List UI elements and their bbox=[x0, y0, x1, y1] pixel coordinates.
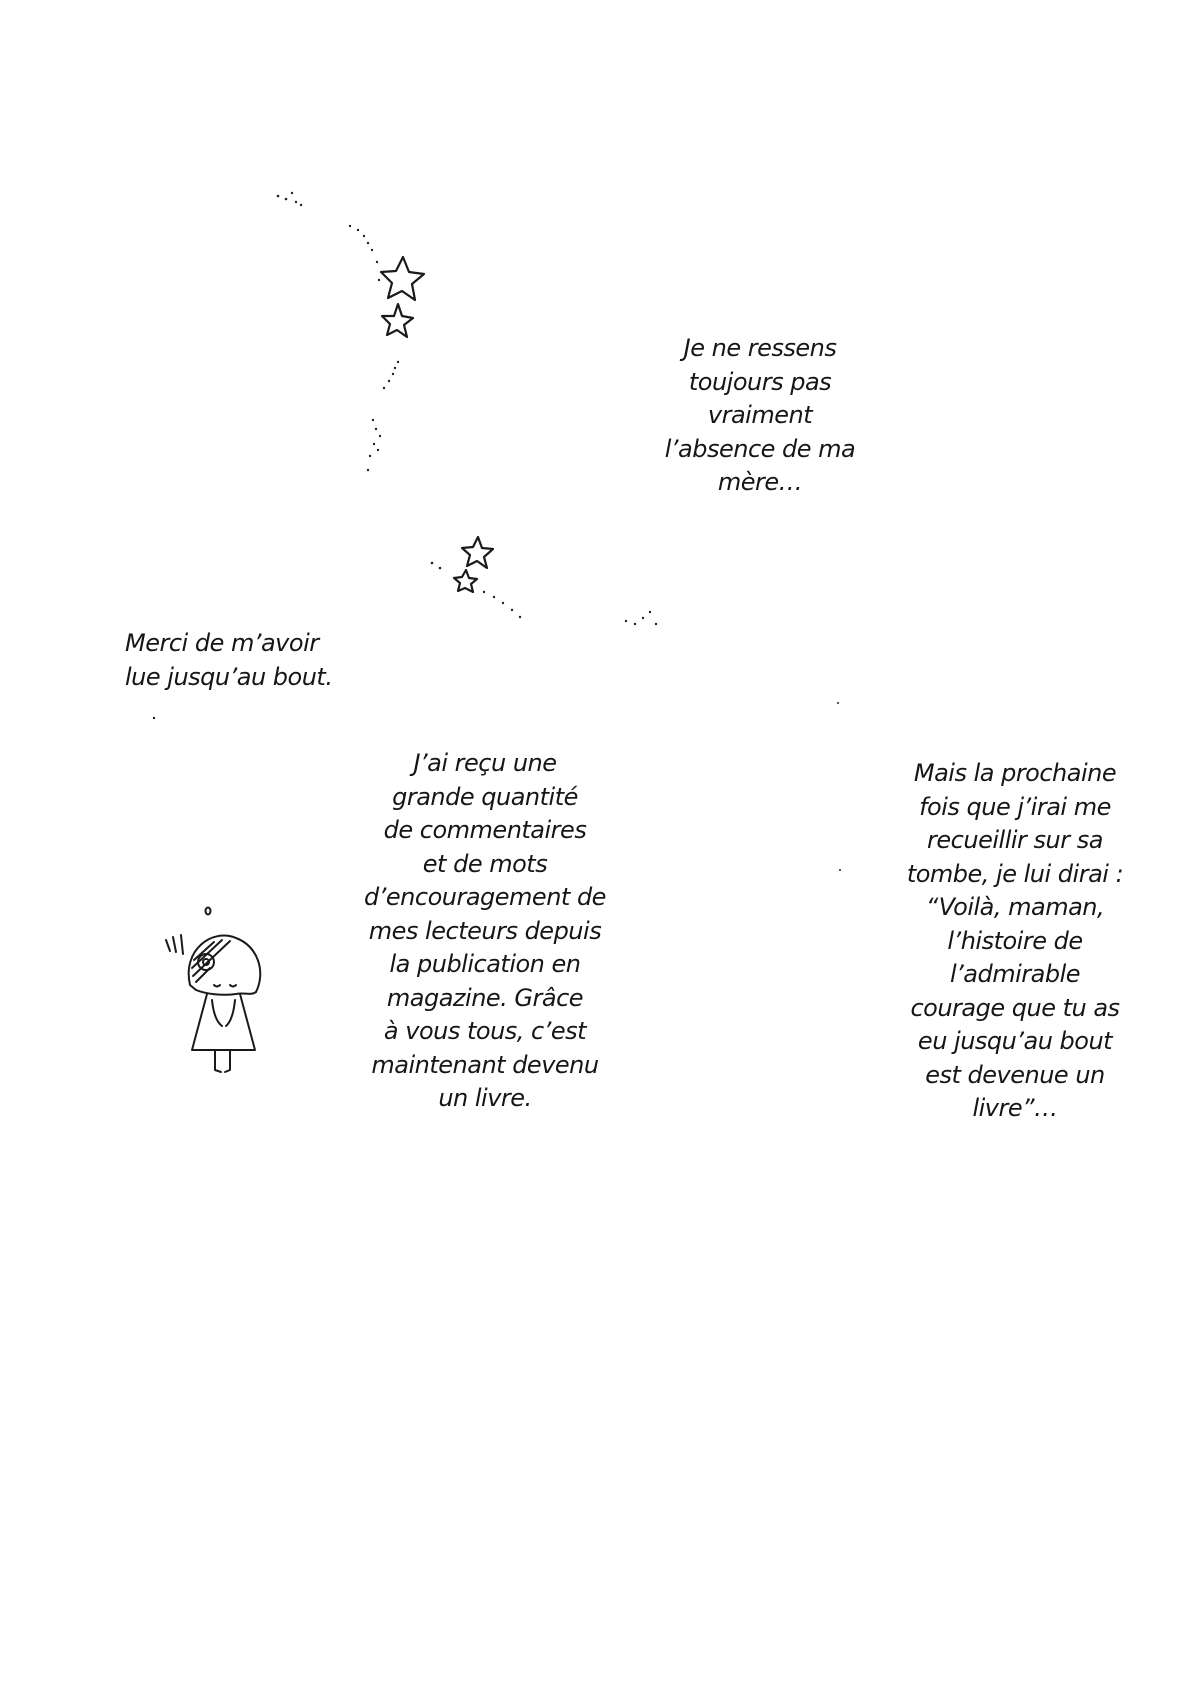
text-line: grande quantité bbox=[392, 782, 578, 811]
text-line: vraiment bbox=[707, 401, 813, 429]
text-block-encouragement bbox=[360, 747, 610, 1116]
text-line: livre”… bbox=[972, 1094, 1058, 1122]
text-line: Je ne ressens bbox=[683, 334, 837, 362]
text-line: la publication en bbox=[389, 950, 581, 978]
text-line: recueillir sur sa bbox=[927, 826, 1103, 854]
text-line: eu jusqu’au bout bbox=[917, 1027, 1113, 1055]
text-line: mes lecteurs depuis bbox=[368, 916, 602, 945]
text-line: toujours pas bbox=[688, 367, 832, 396]
text-line: de commentaires bbox=[383, 816, 587, 844]
text-line: magazine. Grâce bbox=[386, 983, 584, 1012]
text-line: mère… bbox=[717, 468, 803, 496]
text-line: d’encouragement de bbox=[364, 883, 606, 911]
text-block-merci bbox=[125, 627, 333, 694]
text-line: l’absence de ma bbox=[664, 434, 856, 463]
text-line: un livre. bbox=[438, 1084, 532, 1112]
text-line: tombe, je lui dirai : bbox=[906, 859, 1124, 888]
text-line: l’admirable bbox=[949, 960, 1081, 988]
text-block-tombe bbox=[900, 757, 1130, 1126]
text-line: lue jusqu’au bout. bbox=[125, 662, 333, 691]
text-line: courage que tu as bbox=[910, 993, 1120, 1022]
text-line: maintenant devenu bbox=[371, 1050, 599, 1079]
text-line: est devenue un bbox=[925, 1060, 1105, 1089]
text-line: “Voilà, maman, bbox=[925, 893, 1105, 921]
text-line: Merci de m’avoir bbox=[125, 629, 319, 657]
text-line: Mais la prochaine bbox=[913, 759, 1117, 787]
text-line: fois que j’irai me bbox=[919, 792, 1111, 821]
text-line: et de mots bbox=[422, 849, 548, 878]
text-line: l’histoire de bbox=[947, 926, 1083, 955]
text-line: J’ai reçu une bbox=[413, 749, 557, 777]
text-block-absence bbox=[655, 332, 865, 500]
text-line: à vous tous, c’est bbox=[383, 1017, 587, 1045]
